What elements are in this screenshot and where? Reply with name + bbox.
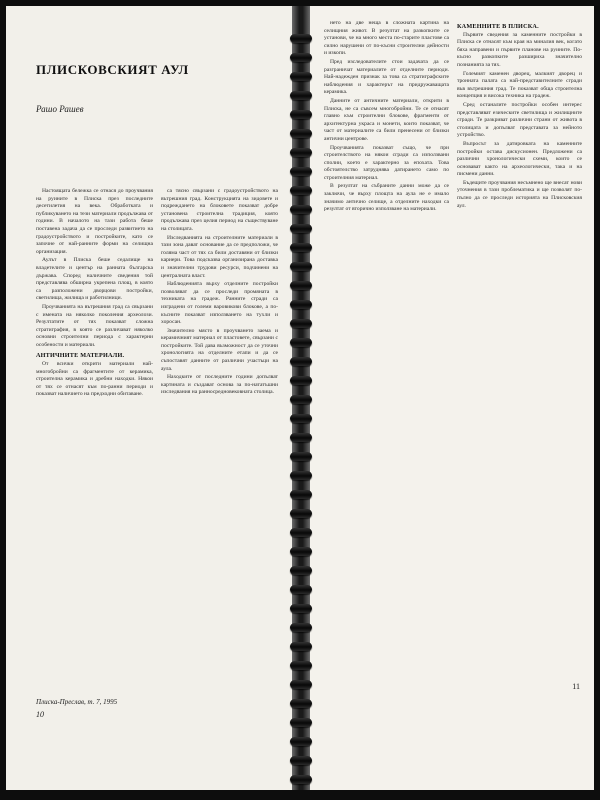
right-page-columns bbox=[324, 20, 582, 690]
binding-ring bbox=[290, 243, 312, 252]
left-column-1 bbox=[36, 188, 153, 688]
paragraph: Бъдещите проучвания несъмнено ще внесат нови уточнения в тази проблематика и ще позволят по-пълно да се проследи историята на Плисковския аул. bbox=[457, 179, 582, 209]
binding-ring bbox=[290, 642, 312, 651]
paragraph: Наблюденията върху отделните постройки позволяват да се проследи промяната в техниката на градеж. Ранните сгради са изградени от големи варовикови блокове, а по-късните показват използването на тухли и хоросан. bbox=[161, 281, 278, 326]
article-author: Рашо Рашев bbox=[36, 104, 84, 114]
left-column-2 bbox=[161, 188, 278, 688]
page-number-right: 11 bbox=[572, 682, 580, 691]
binding-ring bbox=[290, 623, 312, 632]
binding-ring bbox=[290, 585, 312, 594]
paragraph: В резултат на събраните данни може да се заключи, че върху площта на аула не е имало значимо антично селище, а отделните находки са резултат от вторично използване на материали. bbox=[324, 183, 449, 213]
paragraph: Въпросът за датировката на каменните постройки остава дискусионен. Предложени са различни хронологически схеми, които се основават както на археологически, така и на писмени данни. bbox=[457, 140, 582, 178]
binding-ring bbox=[290, 72, 312, 81]
binding-ring bbox=[290, 186, 312, 195]
paragraph: Данните от античните материали, открити в Плиска, не са съвсем многобройни. Те се отнасят главно към строителни блокове, фрагменти от архитектурна украса и монети, които показват, че част от материалите са били пренесени от близки антични центрове. bbox=[324, 97, 449, 142]
binding-ring bbox=[290, 661, 312, 670]
binding-ring bbox=[290, 148, 312, 157]
binding-ring bbox=[290, 224, 312, 233]
paragraph: са тясно свързани с градоустройството на вътрешния град. Конструкцията на зидовете и подреждането на блоковете показват добре установена строителна традиция, която продължава през целия период на съществуване на столицата. bbox=[161, 188, 278, 232]
right-column-1 bbox=[324, 20, 449, 690]
paragraph: нето на две неща в сложната картина на селищния живот. В резултат на разкопките се установи, че на много места по-старите пластове са силно нарушени от по-късни строителни дейности и изкопи. bbox=[324, 20, 449, 57]
binding-ring bbox=[290, 167, 312, 176]
section-heading: КАМЕННИТЕ В ПЛИСКА. bbox=[457, 23, 539, 30]
binding-ring bbox=[290, 319, 312, 328]
book-spread bbox=[6, 6, 594, 790]
binding-ring bbox=[290, 91, 312, 100]
left-page-columns bbox=[36, 188, 278, 688]
paragraph: Значително място в проучването заема и керамичният материал от пластовете, свързани с постройките. Той дава възможност да се уточни хронологията на отделните етапи и да се съпоставят данните от различни участъци на аула. bbox=[161, 327, 278, 372]
binding-ring bbox=[290, 205, 312, 214]
paragraph: Пред изследователите стои задачата да се разграничат материалите от отделните периоди. Най-надежден признак за това са стратиграфските наблюдения и характерът на придружаващата керамика. bbox=[324, 58, 449, 96]
binding-ring bbox=[290, 737, 312, 746]
left-page bbox=[6, 6, 292, 790]
binding-ring bbox=[290, 262, 312, 271]
paragraph: Настоящата бележка се отнася до проучвания на руините в Плиска през последните десетилетия на века. Обработката и публикуването на тези материали продължава от години. В началото на тази работа беше поставена задача да се проследи развитието на градоустройството и постройките, като се започне от най-ранните форми на селищна организация. bbox=[36, 188, 153, 255]
right-page bbox=[310, 6, 594, 790]
binding-ring bbox=[290, 281, 312, 290]
binding-ring bbox=[290, 566, 312, 575]
binding-ring bbox=[290, 376, 312, 385]
binding-ring bbox=[290, 452, 312, 461]
paragraph: Проучванията показват също, че при строителството на някои сгради са използвани сполии, което е характерно за епохата. Това обстоятелство затруднява датирането само по строителния материал. bbox=[324, 144, 449, 181]
binding-ring bbox=[290, 357, 312, 366]
binding-ring bbox=[290, 528, 312, 537]
paragraph: Изследванията на строителните материали в тази зона дават основание да се предположи, че голяма част от тях са били доставяни от близки кариери. Това подсказва организирана доставка и значителни трудови ресурси, подчинени на централната власт. bbox=[161, 234, 278, 279]
binding-ring bbox=[290, 680, 312, 689]
binding-ring bbox=[290, 338, 312, 347]
binding-ring bbox=[290, 699, 312, 708]
footer-source: Плиска-Преслав, т. 7, 1995 bbox=[36, 698, 118, 706]
binding-ring bbox=[290, 395, 312, 404]
binding-ring bbox=[290, 110, 312, 119]
paragraph: Находките от последните години допълват картината и създават основа за по-нататъшни изследвания на ранносредновековната столица. bbox=[161, 374, 278, 396]
paragraph: Проучванията на вътрешния град са свързани с имената на няколко поколения археолози. Резултатите от тях показват сложна стратиграфия, в която се различават няколко основни строителни периода с характерни особености и материали. bbox=[36, 303, 153, 348]
binding-ring bbox=[290, 509, 312, 518]
paragraph: Големият каменен дворец, малкият дворец и тронната палата са най-представителните сгради във вътрешния град. Те показват обща строителна концепция и висока техника на градеж. bbox=[457, 70, 582, 100]
right-column-2 bbox=[457, 20, 582, 690]
binding-ring bbox=[290, 53, 312, 62]
binding-ring bbox=[290, 433, 312, 442]
binding-ring bbox=[290, 414, 312, 423]
binding-ring bbox=[290, 300, 312, 309]
paragraph: Аулът в Плиска беше седалище на владетелите и център на ранната българска държава. Според наличните сведения той представлява обширна укрепена площ, в която са разположени дворцови постройки, светилища, жилища и работилници. bbox=[36, 257, 153, 302]
section-heading: АНТИЧНИТЕ МАТЕРИАЛИ. bbox=[36, 352, 125, 360]
article-title: ПЛИСКОВСКИЯТ АУЛ bbox=[36, 62, 189, 77]
binding-ring bbox=[290, 756, 312, 765]
binding-ring bbox=[290, 471, 312, 480]
binding-ring bbox=[290, 604, 312, 613]
paragraph: Сред останалите постройки особен интерес представляват езическите светилища и жилищните сгради. Те разкриват различни страни от живота в столицата и допълват представата за нейното устройство. bbox=[457, 101, 582, 139]
paragraph: От всички открити материали най-многобройни са фрагментите от керамика, строителна керамика и дребни находки. Някои от тях се отнасят към по-ранни периоди и показват наличието на предходни обитаване. bbox=[36, 361, 153, 398]
binding-ring bbox=[290, 129, 312, 138]
binding-ring bbox=[290, 547, 312, 556]
paragraph: Първите сведения за каменните постройки в Плиска се отнасят към края на миналия век, когато бяха направени и първите планове на руините. По-късно разкопките разшириха значително познанията за тях. bbox=[457, 31, 582, 68]
page-number-left: 10 bbox=[36, 710, 44, 719]
binding-ring bbox=[290, 490, 312, 499]
binding-ring bbox=[290, 718, 312, 727]
binding-ring bbox=[290, 34, 312, 43]
binding-ring bbox=[290, 775, 312, 784]
